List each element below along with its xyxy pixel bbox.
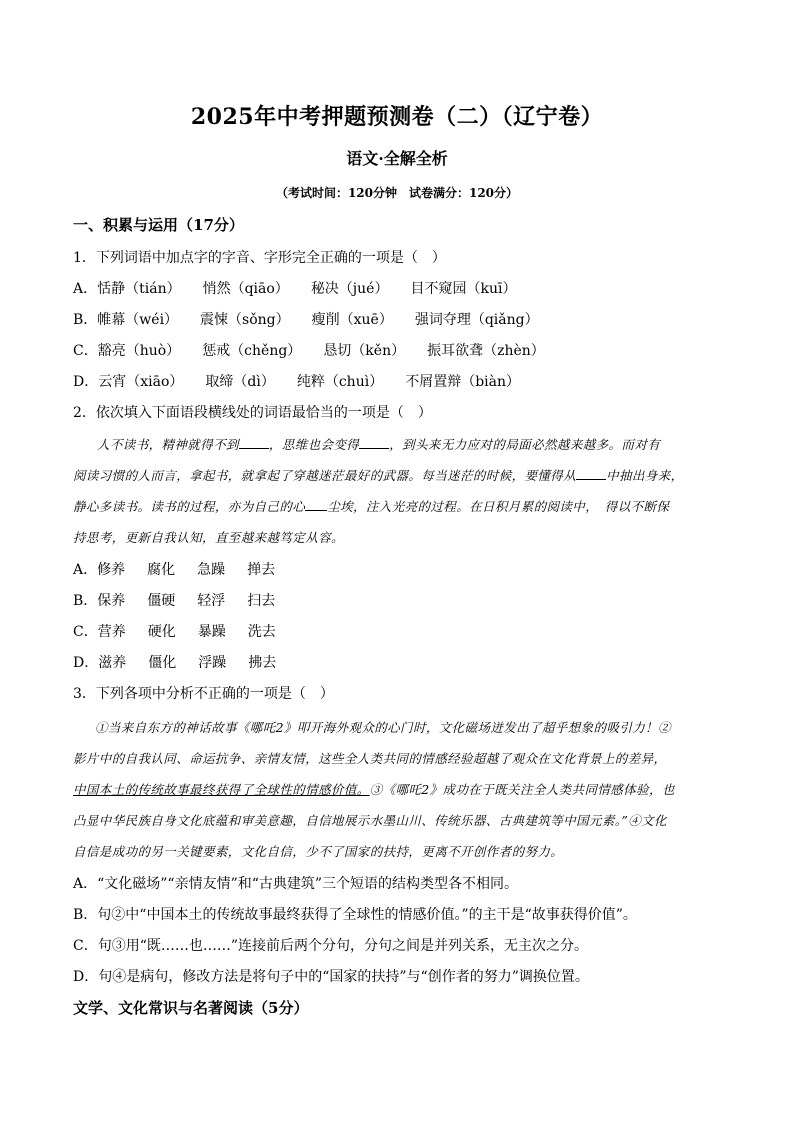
option-label: D．	[73, 374, 99, 390]
option-item: 腐化	[147, 562, 176, 578]
option-item: 取缔（dì）	[205, 374, 275, 390]
q1-option-b[interactable]	[73, 309, 561, 329]
q1-option-c[interactable]	[73, 340, 567, 360]
option-item: 暴躁	[197, 624, 226, 640]
q2-option-a[interactable]	[73, 559, 297, 579]
option-item: 恬静（tián）	[97, 281, 181, 297]
option-item: 营养	[97, 624, 126, 640]
option-item: 僵硬	[147, 593, 176, 609]
q2-passage-line	[97, 435, 717, 453]
option-item: 震悚（sǒng）	[200, 312, 290, 328]
passage-text: 静心多读书。读书的过程，亦为自己的心	[73, 499, 306, 514]
section-heading-1: 一、积累与运用（17分）	[73, 216, 244, 234]
option-item: 扫去	[247, 593, 276, 609]
option-item: 恳切（kěn）	[323, 343, 406, 359]
option-item: 惩戒（chěng）	[202, 343, 302, 359]
option-item: 洗去	[247, 624, 276, 640]
option-item: 云宵（xiāo）	[98, 374, 184, 390]
option-item: 瘦削（xuē）	[311, 312, 393, 328]
blank-1	[239, 436, 269, 449]
q2-passage-line	[73, 466, 719, 484]
underlined-sentence: 中国本土的传统故事最终获得了全球性的情感价值。	[73, 782, 370, 797]
option-item: 僵化	[148, 655, 177, 671]
option-item: 目不窥园（kuī）	[410, 281, 517, 297]
option-item: 悄然（qiāo）	[202, 281, 289, 297]
passage-text: ，思维也会变得	[268, 437, 360, 452]
option-label: A．	[73, 281, 98, 297]
option-item: 拂去	[248, 655, 277, 671]
page-subtitle: 语文·全解全析	[346, 149, 448, 168]
passage-text: ，到头来无力应对的局面必然越来越多。而对有	[389, 437, 661, 452]
blank-4	[305, 498, 327, 511]
passage-text: ③《哪吒2》成功在于既关注全人类共同情感体验，也	[369, 782, 675, 797]
q3-option-a[interactable]: A．“文化磁场”“亲情友情”和“古典建筑”三个短语的结构类型各不相同。	[73, 876, 519, 892]
q1-option-d[interactable]	[73, 371, 542, 391]
option-item: 豁亮（huò）	[97, 343, 181, 359]
q2-option-b[interactable]	[73, 590, 297, 610]
blank-2	[359, 436, 389, 449]
q3-passage-line: 凸显中华民族自身文化底蕴和审美意趣，自信地展示水墨山川、传统乐器、古典建筑等中国元素。”④文化	[73, 813, 667, 828]
option-item: 修养	[97, 562, 126, 578]
passage-text: 人不读书，精神就得不到	[97, 437, 239, 452]
option-item: 强词夺理（qiǎng）	[414, 312, 539, 328]
q3-passage-line	[73, 780, 719, 798]
option-item: 秘决（jué）	[310, 281, 389, 297]
q2-passage-line	[73, 497, 719, 515]
page-title: 2025年中考押题预测卷（二）（辽宁卷）	[190, 104, 604, 130]
passage-text: 中抽出身来，	[606, 468, 684, 483]
option-item: 硬化	[147, 624, 176, 640]
q3-passage-line: 影片中的自我认同、命运抗争、亲情友情，这些全人类共同的情感经验超越了观众在文化背景上的差异，	[73, 751, 667, 766]
q2-option-c[interactable]	[73, 621, 298, 641]
section-heading-2: 文学、文化常识与名著阅读（5分）	[73, 999, 309, 1017]
q1-stem: 1．下列词语中加点字的字音、字形完全正确的一项是（ ）	[73, 250, 446, 266]
q2-option-d[interactable]	[73, 652, 298, 672]
option-item: 帷幕（wéi）	[97, 312, 179, 328]
q3-stem: 3．下列各项中分析不正确的一项是（ ）	[73, 686, 334, 702]
q2-passage-line: 持思考，更新自我认知，直至越来越笃定从容。	[73, 530, 344, 545]
option-item: 纯粹（chuì）	[296, 374, 384, 390]
q1-option-a[interactable]	[73, 278, 538, 298]
option-label: D．	[73, 655, 99, 671]
option-item: 不屑置辩（biàn）	[405, 374, 521, 390]
q3-passage-line: 自信是成功的另一关键要素，文化自信，少不了国家的扶持，更离不开创作者的努力。	[73, 844, 564, 859]
option-item: 振耳欲聋（zhèn）	[427, 343, 545, 359]
option-label: C．	[73, 624, 98, 640]
option-label: A．	[73, 562, 98, 578]
option-item: 滋养	[98, 655, 127, 671]
q3-option-d[interactable]: D．句④是病句，修改方法是将句子中的“国家的扶持”与“创作者的努力”调换位置。	[73, 969, 589, 985]
option-item: 急躁	[197, 562, 226, 578]
q2-stem: 2．依次填入下面语段横线处的词语最恰当的一项是（ ）	[73, 405, 432, 421]
option-label: C．	[73, 343, 98, 359]
option-label: B．	[73, 593, 98, 609]
q3-option-b[interactable]: B．句②中“中国本土的传统故事最终获得了全球性的情感价值。”的主干是“故事获得价值”。	[73, 907, 637, 923]
q3-passage-line: ①当来自东方的神话故事《哪吒2》叩开海外观众的心门时，文化磁场迸发出了超乎想象的吸引力！②	[95, 720, 671, 735]
option-label: B．	[73, 312, 98, 328]
passage-text: 尘埃，注入光亮的过程。在日积月累的阅读中， 得以不断保	[327, 499, 670, 514]
option-item: 轻浮	[197, 593, 226, 609]
passage-text: 阅读习惯的人而言，拿起书，就拿起了穿越迷茫最好的武器。每当迷茫的时候，要懂得从	[73, 468, 577, 483]
exam-info: （考试时间：120分钟 试卷满分：120分）	[275, 186, 519, 200]
option-item: 浮躁	[198, 655, 227, 671]
q3-option-c[interactable]: C．句③用“既……也……”连接前后两个分句，分句之间是并列关系，无主次之分。	[73, 938, 589, 954]
option-item: 保养	[97, 593, 126, 609]
blank-3	[576, 467, 606, 480]
option-item: 掸去	[247, 562, 276, 578]
